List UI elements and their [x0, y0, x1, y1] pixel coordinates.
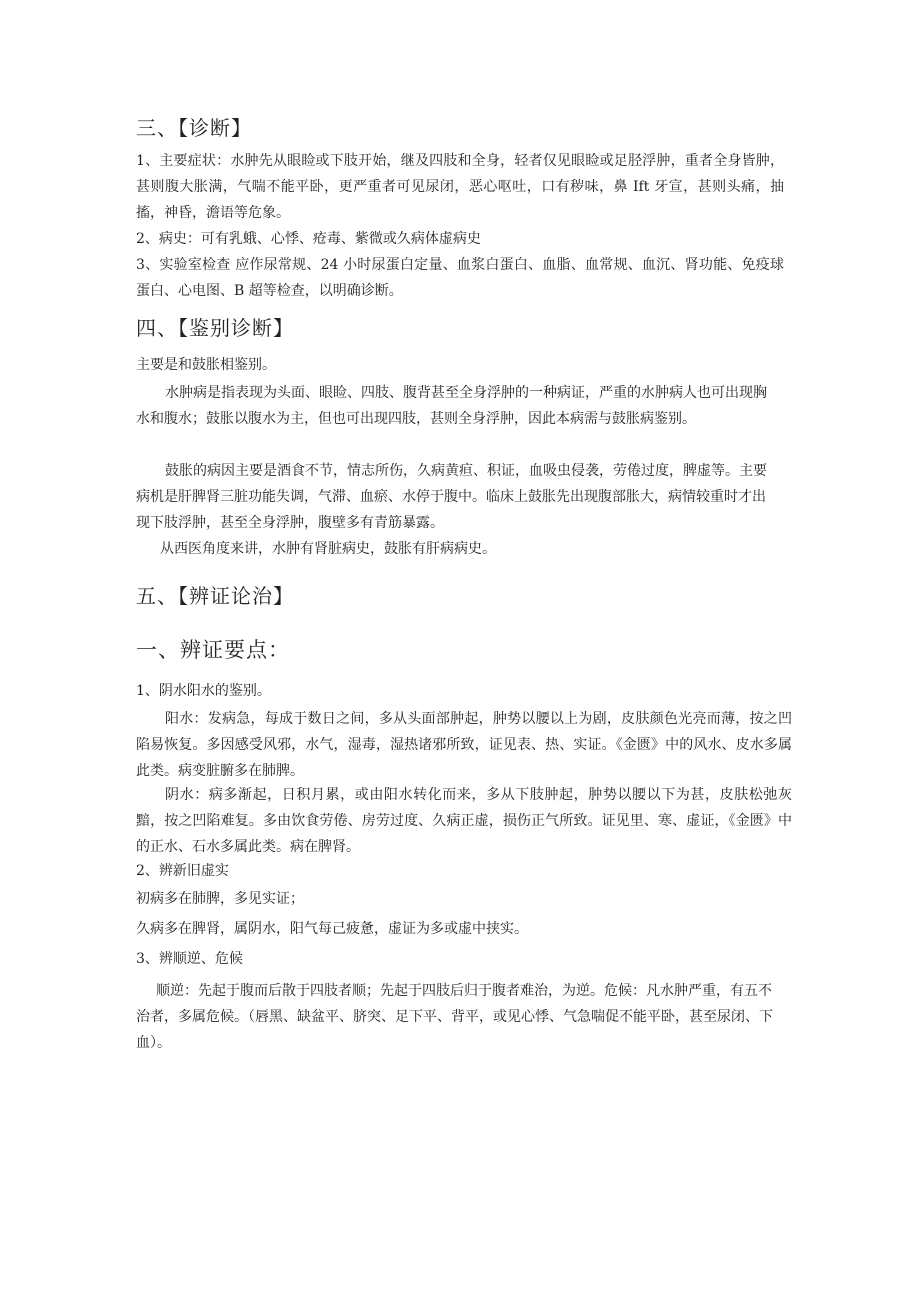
differential-para-3 [136, 536, 796, 562]
differential-para-1-text: 水肿病是指表现为头面、眼睑、四肢、腹背甚至全身浮肿的一种病证，严重的水肿病人也可出现胸水和腹水；鼓胀以腹水为主，但也可出现四肢，甚则全身浮肿，因此本病需与鼓胀病鉴别。 [136, 385, 767, 427]
new-old-title-text: 2、辨新旧虚实 [136, 863, 229, 879]
yin-yang-title [136, 678, 796, 704]
diagnosis-item-2 [136, 226, 796, 252]
diagnosis-item-1-text: 1、主要症状：水肿先从眼睑或下肢开始，继及四肢和全身，轻者仅见眼睑或足胫浮肿，重者全身皆肿，甚则腹大胀满，气喘不能平卧，更严重者可见尿闭，恶心呕吐，口有秽味，鼻 Ift 牙宣，甚则头痛，抽搐，神昏，澹语等危象。 [136, 153, 784, 221]
diagnosis-item-1 [136, 148, 784, 226]
yin-water-text: 阴水：病多渐起，日积月累，或由阳水转化而来，多从下肢肿起，肿势以腰以下为甚，皮肤松弛灰黯，按之凹陷难复。多由饮食劳倦、房劳过度、久病正虚，损伤正气所致。证见里、寒、虚证，《金匮》中的正水、石水多属此类。病在脾肾。 [136, 787, 792, 855]
section-4-heading: 四、【鉴别诊断】 [136, 316, 294, 340]
differential-intro [136, 352, 796, 378]
diagnosis-item-3-text: 3、实验室检查 应作尿常规、24 小时尿蛋白定量、血浆白蛋白、血脂、血常规、血沉、肾功能、免疫球蛋白、心电图、B 超等检查，以明确诊断。 [136, 257, 784, 299]
new-old-title [136, 858, 796, 884]
section-3-heading: 三、【诊断】 [136, 116, 252, 140]
differential-para-3-text: 从西医角度来讲，水肿有肾脏病史，鼓胀有肝病病史。 [160, 541, 496, 557]
diagnosis-item-3 [136, 252, 784, 304]
new-disease-text: 初病多在肺脾，多见实证； [136, 891, 304, 907]
subsection-heading: 一、辨证要点： [136, 638, 290, 662]
old-disease-line [136, 916, 796, 942]
new-disease-line [136, 886, 796, 912]
differential-intro-text: 主要是和鼓胀相鉴别。 [136, 357, 276, 373]
yin-water-para [136, 782, 792, 860]
prognosis-text: 顺逆：先起于腹而后散于四肢者顺；先起于四肢后归于腹者难治，为逆。危候：凡水肿严重，有五不治者，多属危候。（唇黑、缺盆平、脐突、足下平、背平，或见心悸、气急喘促不能平卧，甚至尿闭、下血）。 [136, 983, 773, 1051]
differential-para-2 [136, 458, 776, 536]
section-5-heading: 五、【辨证论治】 [136, 584, 294, 608]
old-disease-text: 久病多在脾肾，属阴水，阳气每己疲惫，虚证为多或虚中挟实。 [136, 921, 528, 937]
yang-water-para [136, 706, 792, 784]
yin-yang-title-text: 1、阴水阳水的鉴别。 [136, 683, 271, 699]
yang-water-text: 阳水：发病急，每成于数日之间，多从头面部肿起，肿势以腰以上为剧，皮肤颜色光亮而薄，按之凹陷易恢复。多因感受风邪，水气，湿毒，湿热诸邪所致，证见表、热、实证。《金匮》中的风水、皮水多属此类。病变脏腑多在肺脾。 [136, 711, 792, 779]
differential-para-1 [136, 380, 776, 432]
diagnosis-item-2-text: 2、病史：可有乳蛾、心悸、疮毒、紫微或久病体虚病史 [136, 231, 481, 247]
differential-para-2-text: 鼓胀的病因主要是酒食不节，情志所伤，久病黄疸、积证，血吸虫侵袭，劳倦过度，脾虚等。主要病机是肝脾肾三脏功能失调，气滞、血瘀、水停于腹中。临床上鼓胀先出现腹部胀大，病情较重时才出现下肢浮肿，甚至全身浮肿，腹壁多有青筋暴露。 [136, 463, 767, 531]
prognosis-title-text: 3、辨顺逆、危候 [136, 951, 243, 967]
prognosis-title [136, 946, 796, 972]
prognosis-para [136, 978, 776, 1056]
